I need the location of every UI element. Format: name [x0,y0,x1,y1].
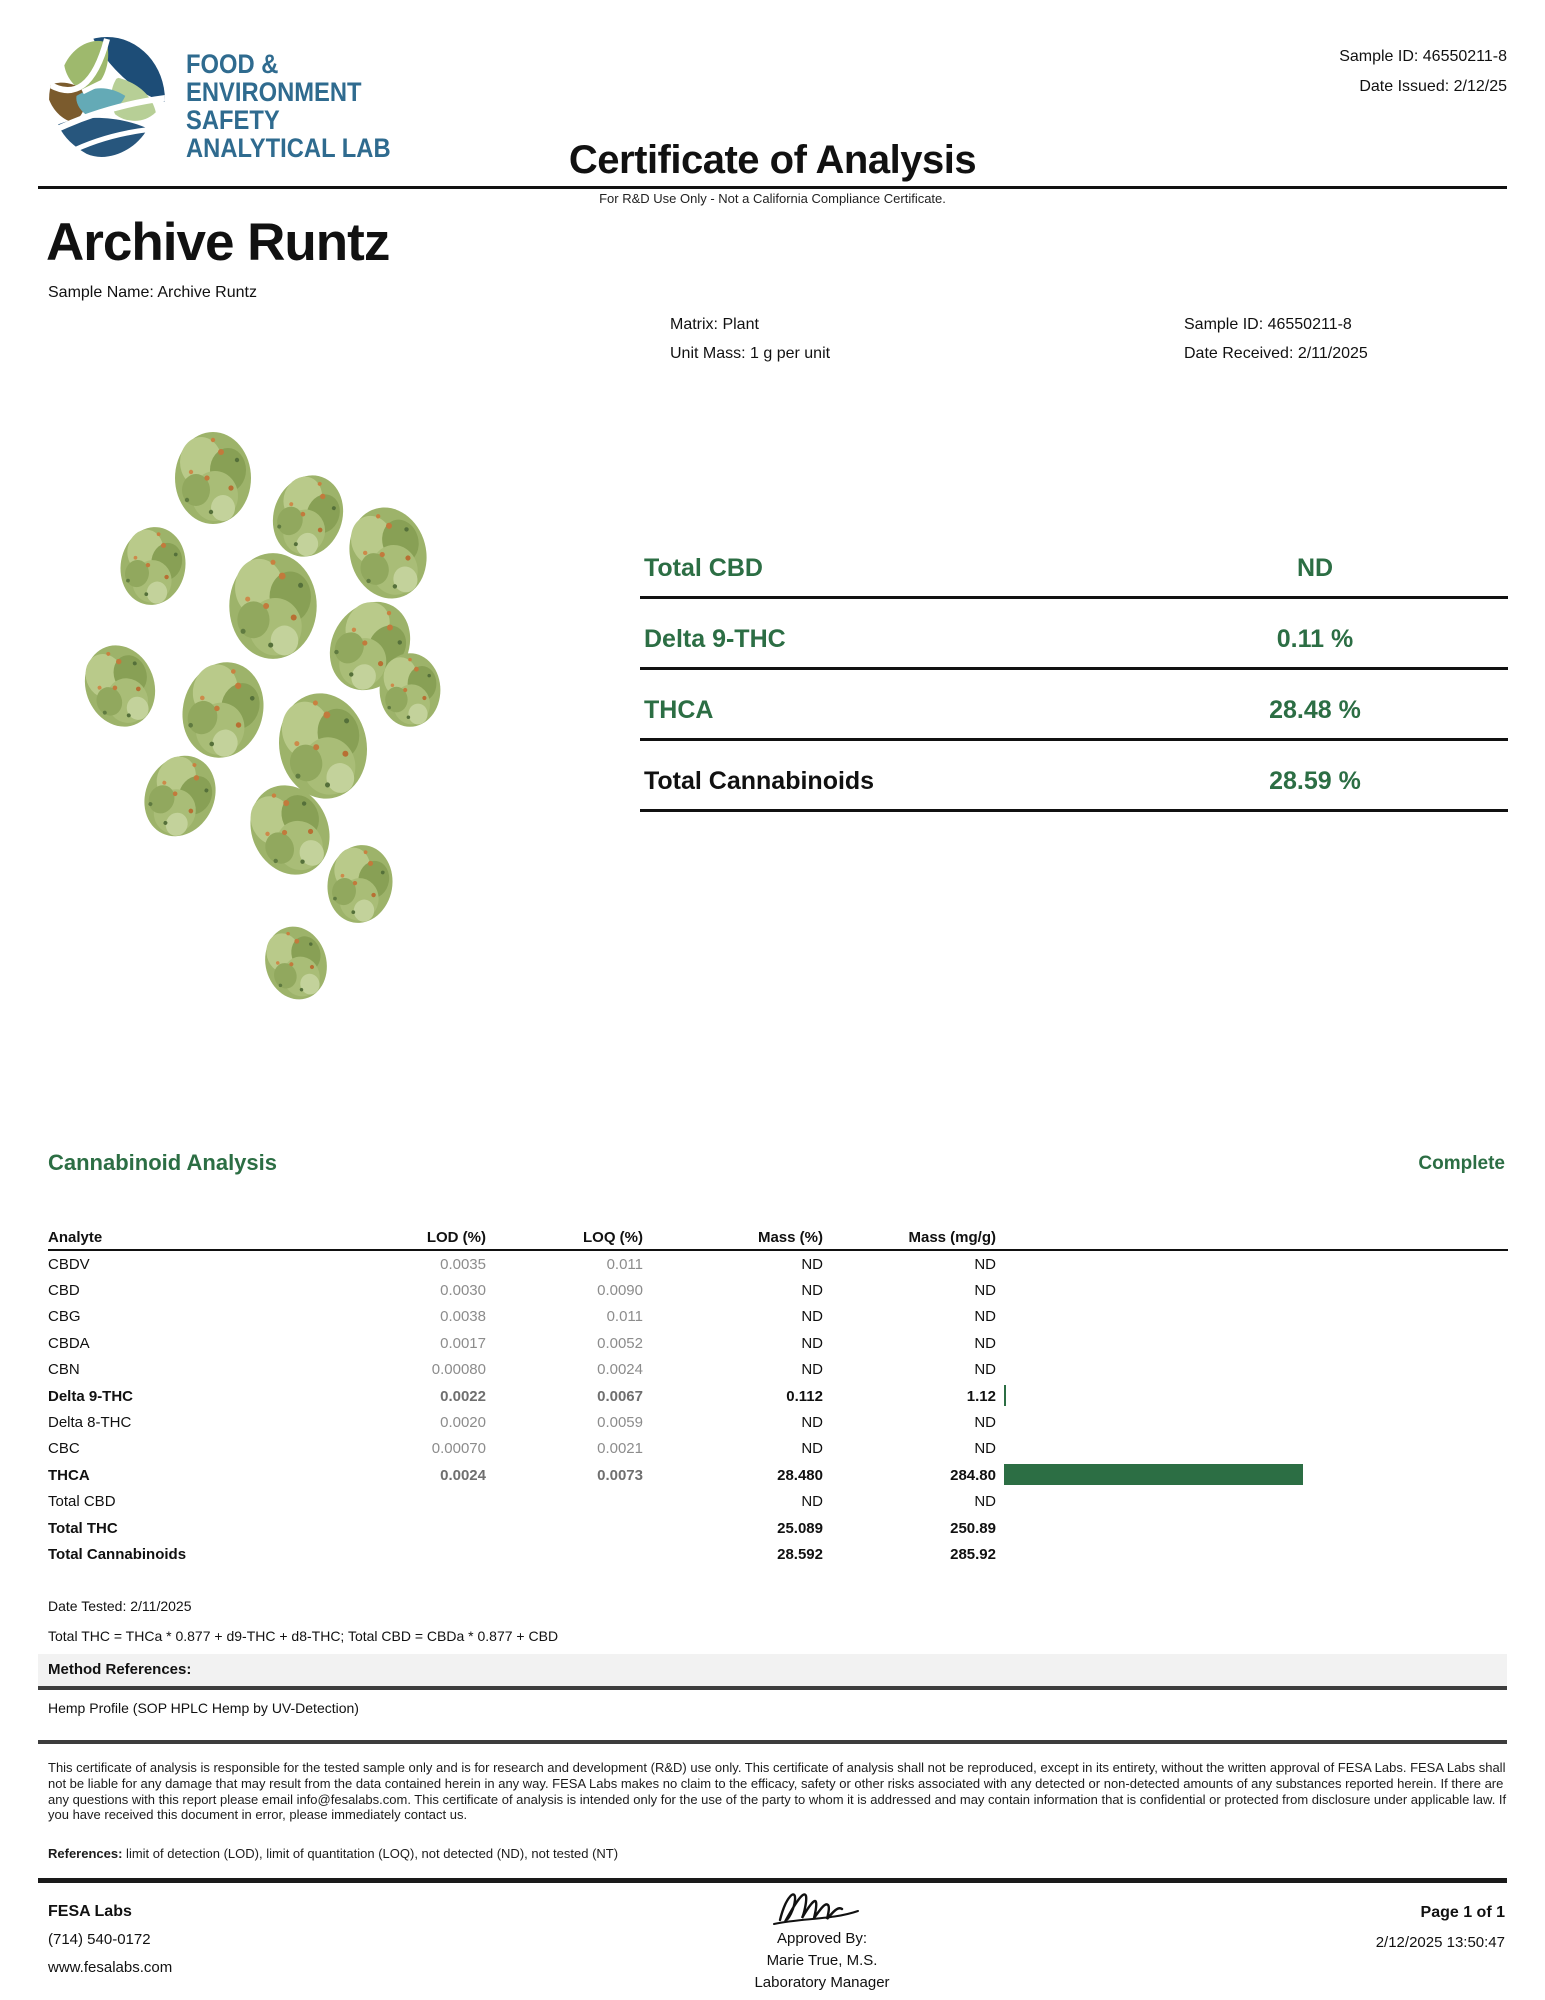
mass-mgg-cell: ND [974,1440,996,1458]
analyte-cell: Total THC [48,1519,118,1537]
cannabis-buds-image [58,398,550,1080]
summary-analyte-value: 28.59 % [1269,767,1361,795]
analyte-cell: CBC [48,1440,80,1458]
loq-cell: 0.0073 [597,1466,643,1484]
mass-pct-cell: 28.592 [777,1545,823,1563]
mass-mgg-cell: ND [974,1361,996,1379]
sample-matrix: Matrix: Plant [670,316,759,333]
status-badge: Complete [1418,1153,1505,1174]
mass-pct-cell: ND [801,1282,823,1300]
sample-id: Sample ID: 46550211-8 [1184,316,1352,333]
approver-title: Laboratory Manager [754,1974,890,1991]
lod-cell: 0.0017 [440,1334,486,1352]
lab-name-line: ENVIRONMENT [186,77,362,107]
summary-analyte-label: Total CBD [644,554,763,582]
mass-mgg-cell: 250.89 [950,1519,996,1537]
summary-analyte-label: Total Cannabinoids [644,767,875,795]
mass-pct-cell: 25.089 [777,1519,823,1537]
loq-cell: 0.011 [606,1255,643,1273]
mass-bar-cell [996,1304,1508,1330]
analysis-row [48,1277,1508,1303]
section-title-cannabinoid-analysis: Cannabinoid Analysis [48,1150,278,1175]
analyte-cell: Total CBD [48,1493,116,1511]
mass-mgg-cell: ND [974,1255,996,1273]
footer-approval-block [672,1884,972,1994]
lod-cell: 0.0020 [440,1414,486,1432]
mass-bar [1004,1385,1006,1406]
analyte-cell: CBN [48,1361,80,1379]
analysis-row [48,1383,1508,1409]
analysis-row [48,1330,1508,1356]
summary-analyte-label: THCA [644,696,714,724]
mass-bar-cell [996,1541,1508,1567]
analyte-cell: CBG [48,1308,81,1326]
summary-row [640,741,1508,812]
footer-divider [38,1878,1507,1883]
mass-bar-cell [996,1251,1508,1277]
analyte-cell: Total Cannabinoids [48,1545,187,1563]
mass-bar-cell [996,1462,1508,1488]
mass-bar-cell [996,1357,1508,1383]
loq-cell: 0.0052 [597,1334,643,1352]
mass-pct-cell: ND [801,1255,823,1273]
mass-pct-cell: ND [801,1361,823,1379]
sample-info-right [1184,310,1368,368]
loq-cell: 0.0067 [597,1387,643,1405]
title-divider [38,186,1507,189]
mass-mgg-cell: ND [974,1414,996,1432]
lod-cell: 0.0035 [440,1255,486,1273]
mass-bar-cell [996,1409,1508,1435]
lod-cell: 0.0030 [440,1282,486,1300]
summary-table [640,528,1508,812]
sample-photo [58,398,550,1080]
mass-mgg-cell: 284.80 [950,1466,996,1484]
column-header: Mass (%) [757,1229,823,1246]
analyte-cell: CBD [48,1282,80,1300]
mass-bar-cell [996,1515,1508,1541]
sample-date-received: Date Received: 2/11/2025 [1184,345,1368,362]
mass-pct-cell: ND [801,1308,823,1326]
lab-name-line: SAFETY [186,105,280,135]
footer-lab-name: FESA Labs [48,1903,132,1920]
loq-cell: 0.0090 [597,1282,643,1300]
loq-cell: 0.0024 [597,1361,643,1379]
summary-analyte-value: 0.11 % [1276,625,1354,653]
summary-analyte-label: Delta 9-THC [644,625,786,653]
sample-unit-mass: Unit Mass: 1 g per unit [670,345,831,362]
header-sample-id: Sample ID: 46550211-8 [1339,48,1507,65]
column-header: LOQ (%) [583,1229,643,1246]
references-line [48,1846,618,1861]
footer-timestamp: 2/12/2025 13:50:47 [1375,1934,1505,1951]
total-thc-formula: Total THC = THCa * 0.877 + d9-THC + d8-THC; Total CBD = CBDa * 0.877 + CBD [48,1628,559,1644]
summary-row [640,599,1508,670]
column-header: Mass (mg/g) [908,1229,996,1246]
lod-cell: 0.00070 [431,1440,486,1458]
analysis-row [48,1409,1508,1435]
lab-name-line: ANALYTICAL LAB [186,133,391,163]
loq-cell: 0.0021 [597,1440,643,1458]
mass-bar-cell [996,1489,1508,1515]
mass-mgg-cell: ND [974,1493,996,1511]
references-label: References: [48,1846,123,1861]
loq-cell: 0.011 [606,1308,643,1326]
section-divider [38,1740,1507,1744]
mass-pct-cell: 28.480 [777,1466,823,1484]
mass-bar-cell [996,1330,1508,1356]
mass-pct-cell: 0.112 [786,1387,823,1405]
mass-pct-cell: ND [801,1334,823,1352]
summary-analyte-value: 28.48 % [1269,696,1361,724]
mass-bar-cell [996,1383,1508,1409]
footer-lab-block [48,1898,172,1982]
mass-pct-cell: ND [801,1414,823,1432]
mass-mgg-cell: ND [974,1334,996,1352]
analyte-cell: CBDA [48,1334,90,1352]
page-number: Page 1 of 1 [1420,1904,1505,1921]
mass-pct-cell: ND [801,1440,823,1458]
analyte-cell: Delta 9-THC [48,1387,134,1405]
column-header: LOD (%) [426,1229,486,1246]
lod-cell: 0.0022 [440,1387,486,1405]
mass-mgg-cell: 285.92 [950,1545,996,1563]
summary-row [640,528,1508,599]
header-meta [1339,42,1507,102]
method-references-band [38,1654,1507,1690]
document-title: Certificate of Analysis [568,138,977,182]
analysis-table [48,1222,1508,1568]
analysis-row [48,1436,1508,1462]
approver-name: Marie True, M.S. [766,1952,878,1969]
analysis-row [48,1489,1508,1515]
approved-by-label: Approved By: [776,1930,868,1947]
footer-phone: (714) 540-0172 [48,1931,151,1948]
loq-cell: 0.0059 [597,1414,643,1432]
summary-row [640,670,1508,741]
analysis-row [48,1357,1508,1383]
footer-page-block [1376,1898,1505,1958]
lab-name-line: FOOD & [186,49,279,79]
mass-bar [1004,1464,1303,1485]
analyte-cell: THCA [48,1466,90,1484]
column-header: Analyte [48,1229,103,1246]
document-subtitle: For R&D Use Only - Not a California Compliance Certificate. [599,191,946,206]
mass-bar-cell [996,1277,1508,1303]
analyte-cell: CBDV [48,1255,90,1273]
analysis-row [48,1541,1508,1567]
references-text: limit of detection (LOD), limit of quantitation (LOQ), not detected (ND), not tested (NT) [122,1846,619,1861]
lod-cell: 0.00080 [431,1361,486,1379]
lod-cell: 0.0024 [440,1466,486,1484]
footer-website[interactable]: www.fesalabs.com [48,1959,173,1976]
analysis-table-head [48,1222,1508,1251]
signature-icon [762,1884,882,1928]
mass-mgg-cell: ND [974,1308,996,1326]
summary-analyte-value: ND [1296,554,1334,582]
lod-cell: 0.0038 [440,1308,486,1326]
sample-info-left [670,310,830,368]
mass-bar-cell [996,1436,1508,1462]
analysis-row [48,1462,1508,1488]
analysis-row [48,1251,1508,1277]
disclaimer-text: This certificate of analysis is responsible for the tested sample only and is for research and development (R&D) use only. This certificate of analysis shall not be reproduced, except in its entirety, without the written approval of FESA Labs. FESA Labs shall not be liable for any damage that may result from the data contained herein in any way. FESA Labs makes no claim to the efficacy, safety or other risks associated with any detected or non-detected amounts of any substances reported herein. If there are any questions with this report please email info@fesalabs.com. This certificate of analysis is intended only for the use of the party to whom it is addressed and may contain information that is confidential or protected from disclosure under applicable law. If you have received this document in error, please immediately contact us. [48,1760,1507,1823]
date-tested: Date Tested: 2/11/2025 [48,1598,192,1614]
analysis-row [48,1304,1508,1330]
header-date-issued: Date Issued: 2/12/25 [1359,78,1507,95]
analysis-table-body [48,1251,1508,1568]
page-title: Archive Runtz [46,213,390,272]
column-header-bar-spacer [996,1222,1508,1246]
analyte-cell: Delta 8-THC [48,1414,132,1432]
mass-pct-cell: ND [801,1493,823,1511]
sample-name-line: Sample Name: Archive Runtz [48,284,257,301]
mass-mgg-cell: 1.12 [966,1387,996,1405]
mass-mgg-cell: ND [974,1282,996,1300]
method-references-value: Hemp Profile (SOP HPLC Hemp by UV-Detection) [48,1700,359,1716]
analysis-row [48,1515,1508,1541]
method-references-heading: Method References: [48,1661,192,1678]
